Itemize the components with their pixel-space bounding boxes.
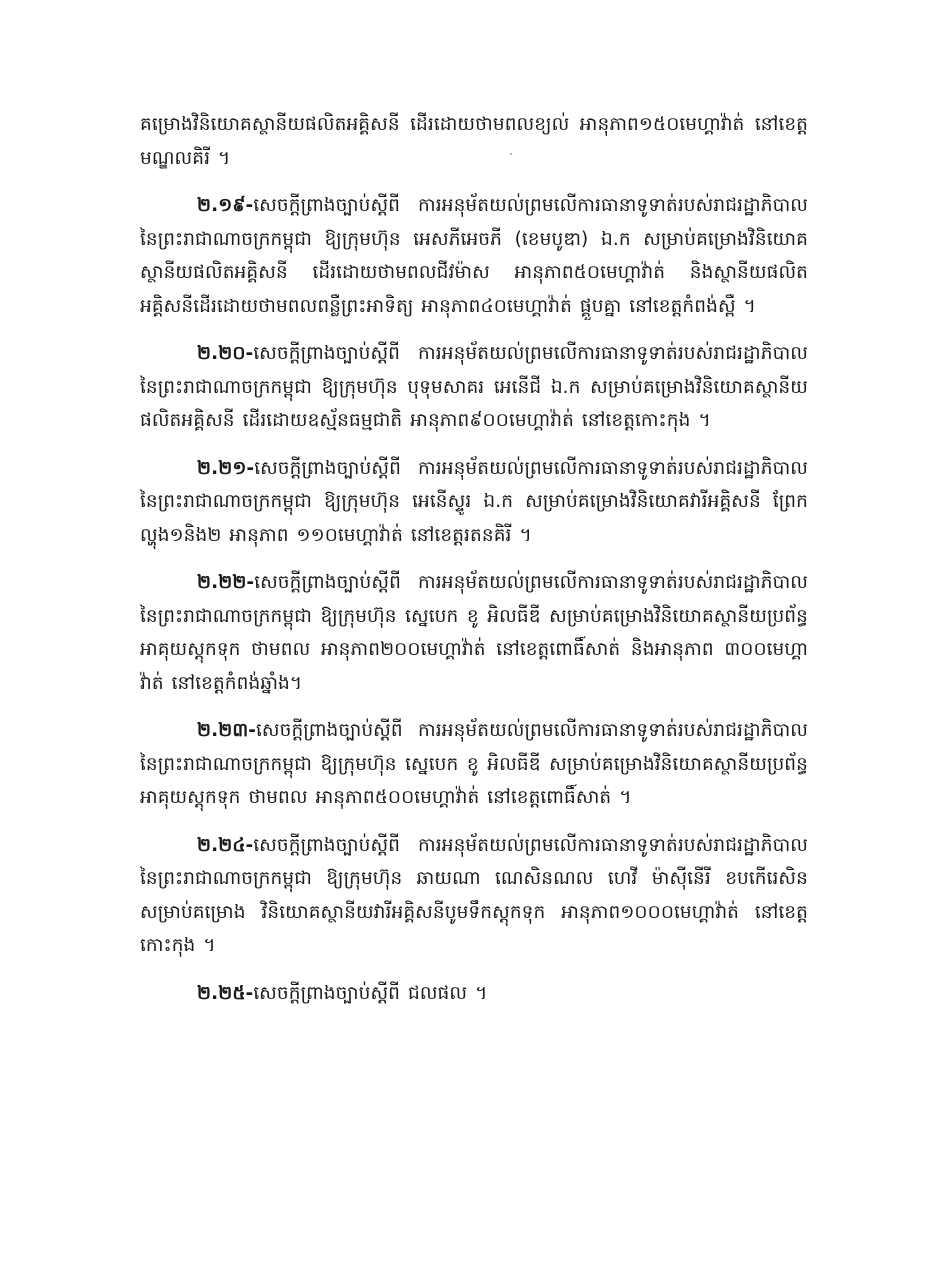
paragraph-2-19 [140,189,808,323]
paragraph-text: សេចក្តីព្រាងច្បាប់ស្តីពី ការអនុម័តយល់ព្រមលើការធានាទូទាត់របស់រាជរដ្ឋាភិបាលនៃព្រះរាជាណាចក្រកម្ពុជា ឱ្យក្រុមហ៊ុន អេនើស្ទូរ ឯ.ក សម្រាប់គម្រោងវិនិយោគវារីអគ្គិសនី ព្រែកល្ហុង១និង២ អានុភាព ១១០មេហ្គាវ៉ាត់ នៅខេត្តរតនគិរី ។ [140,457,808,546]
paragraph-2-21 [140,452,808,553]
paragraph-text: សេចក្តីព្រាងច្បាប់ស្តីពី ការអនុម័តយល់ព្រមលើការធានាទូទាត់របស់រាជរដ្ឋាភិបាលនៃព្រះរាជាណាចក្រកម្ពុជា ឱ្យក្រុមហ៊ុន ស្នេបេក ខូ អិលធីឌី សម្រាប់គម្រោងវិនិយោគស្ថានីយប្រព័ន្ធអាគុយស្តុកទុក ថាមពល អានុភាព២០០មេហ្គាវ៉ាត់ នៅខេត្តពោធិ៍សាត់ និងអានុភាព ៣០០មេហ្គាវ៉ាត់ នៅខេត្តកំពង់ឆ្នាំង។ [140,572,808,694]
paragraph-2-22 [140,566,808,700]
paragraph-text: សេចក្តីព្រាងច្បាប់ស្តីពី ការអនុម័តយល់ព្រមលើការធានាទូទាត់របស់រាជរដ្ឋាភិបាលនៃព្រះរាជាណាចក្រកម្ពុជា ឱ្យក្រុមហ៊ុន បុទុមសាគរ អេនើជី ឯ.ក សម្រាប់គម្រោងវិនិយោគស្ថានីយផលិតអគ្គិសនី ដើរដោយឧស្ម័នធម្មជាតិ អានុភាព៩០០មេហ្គាវ៉ាត់ នៅខេត្តកោះកុង ។ [140,343,808,431]
paragraph-text: សេចក្តីព្រាងច្បាប់ស្តីពី ការអនុម័តយល់ព្រមលើការធានាទូទាត់របស់រាជរដ្ឋាភិបាលនៃព្រះរាជាណាចក្រកម្ពុជា ឱ្យក្រុមហ៊ុន ឆាយណា ណេសិនណល ហេវី ម៉ាស៊ីនើរី ខបកើរេសិន សម្រាប់គម្រោង វិនិយោគស្ថានីយវារីអគ្គិសនីបូមទឹកស្តុកទុក អានុភាព១០០០មេហ្គាវ៉ាត់ នៅខេត្តកោះកុង ។ [140,834,808,956]
section-number: ២.២២- [197,572,255,593]
paragraph-text: គម្រោងវិនិយោគស្ថានីយផលិតអគ្គិសនី ដើរដោយថាមពលខ្យល់ អានុភាព១៥០មេហ្គាវ៉ាត់ នៅខេត្តមណ្ឌលគិរី ។ [140,114,808,169]
paragraph-text: សេចក្តីព្រាងច្បាប់ស្តីពី ជលផល ។ [253,982,488,1004]
section-number: ២.២១- [197,457,255,479]
section-number: ២.២០- [197,343,254,364]
paragraph-2-20 [140,337,808,438]
paragraph-2-24 [140,829,808,963]
paragraph-continuation [140,108,808,175]
paragraph-2-23 [140,714,808,815]
section-number: ២.២៤- [197,834,254,856]
document-body [140,108,808,1024]
section-number: ២.១៩- [197,195,254,216]
paragraph-2-25 [140,977,808,1011]
section-number: ២.២៥- [197,982,254,1004]
paragraph-text: សេចក្តីព្រាងច្បាប់ស្តីពី ការអនុម័តយល់ព្រមលើការធានាទូទាត់របស់រាជរដ្ឋាភិបាលនៃព្រះរាជាណាចក្រកម្ពុជា ឱ្យក្រុមហ៊ុន អេសភីអេចភី (ខេមបូឌា) ឯ.ក សម្រាប់គម្រោងវិនិយោគស្ថានីយផលិតអគ្គិសនី ដើរដោយថាមពលជីវម៉ាស អានុភាព៥០មេហ្គាវ៉ាត់ និងស្ថានីយផលិតអគ្គិសនីដើរដោយថាមពលពន្លឺព្រះអាទិត្យ អានុភាព៤០មេហ្គាវ៉ាត់ ផ្គួបគ្នា នៅខេត្តកំពង់ស្ពឺ ។ [140,195,808,317]
paragraph-text: សេចក្តីព្រាងច្បាប់ស្តីពី ការអនុម័តយល់ព្រមលើការធានាទូទាត់របស់រាជរដ្ឋាភិបាលនៃព្រះរាជាណាចក្រកម្ពុជា ឱ្យក្រុមហ៊ុន ស្នេបេក ខូ អិលធីឌី សម្រាប់គម្រោងវិនិយោគស្ថានីយប្រព័ន្ធអាគុយស្តុកទុក ថាមពល អានុភាព៥០០មេហ្គាវ៉ាត់ នៅខេត្តពោធិ៍សាត់ ។ [140,720,808,808]
section-number: ២.២៣- [197,720,257,741]
